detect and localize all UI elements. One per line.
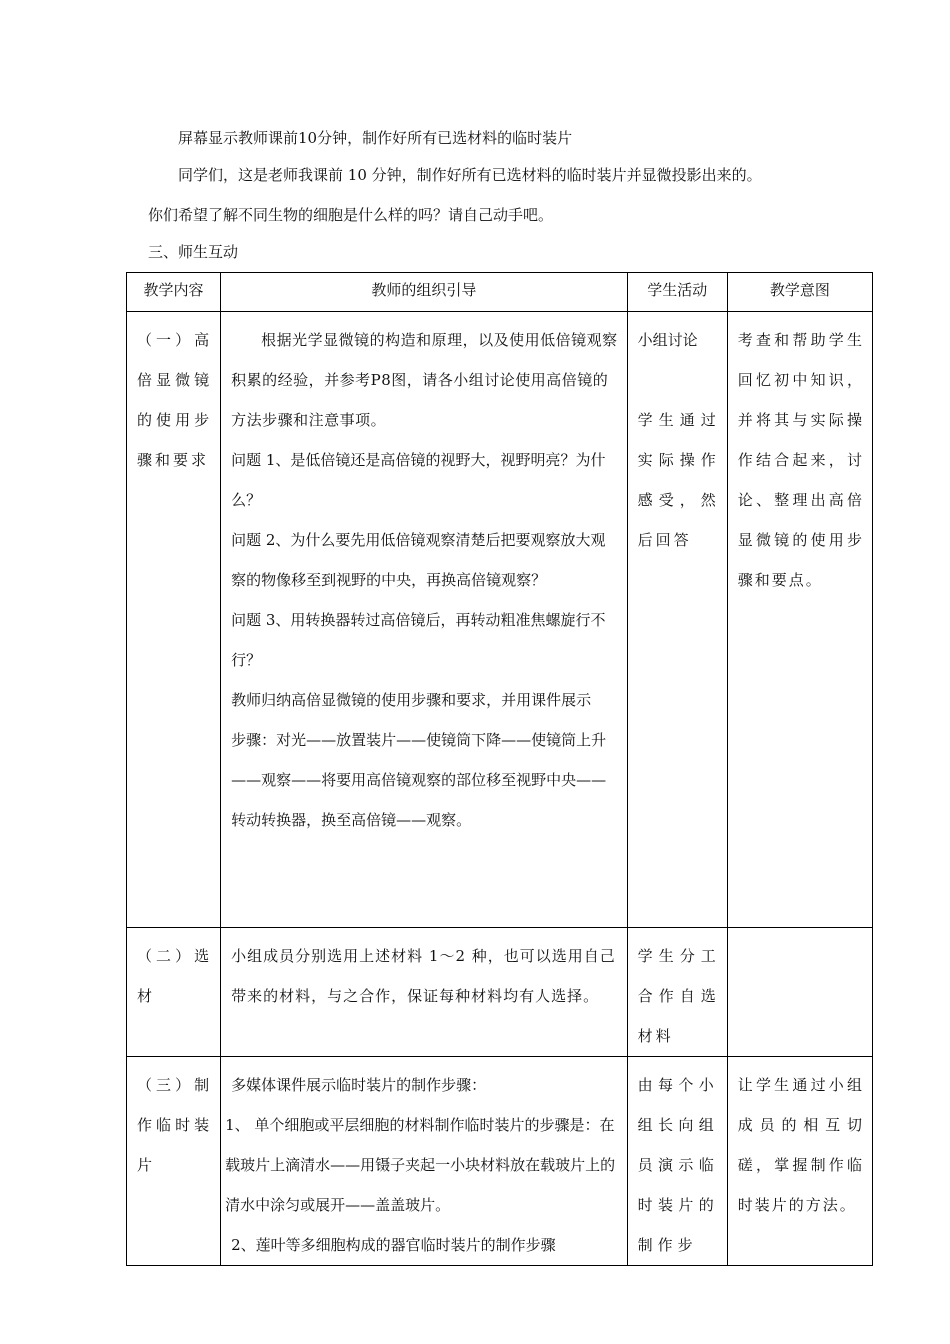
- lesson-table: [126, 272, 873, 1266]
- header-intent: 教学意图: [727, 273, 872, 312]
- row3-student: [627, 1057, 727, 1266]
- row1-student-discuss: 小组讨论: [637, 331, 698, 349]
- table-row: [127, 312, 873, 928]
- row3-teacher-line-2: 1、 单个细胞或平层细胞的材料制作临时装片的步骤是：在载玻片上滴清水——用镊子夹起一小块材料放在载玻片上的清水中涂匀或展开——盖盖玻片。: [225, 1116, 616, 1214]
- row1-teacher-intro: 根据光学显微镜的构造和原理，以及使用低倍镜观察积累的经验，并参考P8图，请各小组讨论使用高倍镜的方法步骤和注意事项。: [231, 331, 618, 429]
- intro-paragraph-2: 同学们，这是老师我课前 10 分钟，制作好所有已选材料的临时装片并显微投影出来的。: [178, 166, 762, 184]
- row2-teacher-text: 小组成员分别选用上述材料 1～2 种，也可以选用自己带来的材料，与之合作，保证每种材料均有人选择。: [231, 947, 616, 1005]
- row3-intent: [727, 1057, 872, 1266]
- row2-student: [627, 928, 727, 1057]
- row1-summary: 教师归纳高倍显微镜的使用步骤和要求，并用课件展示: [231, 691, 592, 709]
- intro-paragraph-1: 屏幕显示教师课前10分钟，制作好所有已选材料的临时装片: [178, 129, 573, 147]
- header-student: 学生活动: [627, 273, 727, 312]
- row1-content-text: （一）高倍显微镜的使用步骤和要求: [137, 331, 213, 469]
- row3-teacher: [221, 1057, 628, 1266]
- row1-question-3: 问题 3、用转换器转过高倍镜后，再转动粗准焦螺旋行不行？: [231, 611, 606, 669]
- row3-intent-text: 让学生通过小组成员的相互切磋，掌握制作临时装片的方法。: [737, 1076, 864, 1214]
- row1-student-activity: 学生通过实际操作感受，然后回答: [637, 411, 719, 549]
- table-header-row: [127, 273, 873, 312]
- header-teacher: 教师的组织引导: [221, 273, 628, 312]
- row1-steps: 步骤：对光——放置装片——使镜筒下降——使镜筒上升——观察——将要用高倍镜观察的部位移至视野中央——转动转换器，换至高倍镜——观察。: [231, 731, 607, 829]
- row1-content: [127, 312, 221, 928]
- header-content: 教学内容: [127, 273, 221, 312]
- row2-intent-text: [728, 928, 872, 936]
- row3-teacher-line-1: 多媒体课件展示临时装片的制作步骤：: [231, 1076, 487, 1094]
- row1-question-1: 问题 1、是低倍镜还是高倍镜的视野大，视野明亮？为什么？: [231, 451, 606, 509]
- row1-intent-text: 考查和帮助学生回忆初中知识，并将其与实际操作结合起来，讨论、整理出高倍显微镜的使用步骤和要点。: [737, 331, 864, 589]
- row3-content: [127, 1057, 221, 1266]
- row3-content-text: （三）制作临时装片: [137, 1076, 213, 1174]
- row1-student: [627, 312, 727, 928]
- row2-student-text: 学生分工合作自选材料: [637, 947, 719, 1045]
- row1-question-2: 问题 2、为什么要先用低倍镜观察清楚后把要观察放大观察的物像移至到视野的中央，再换高倍镜观察？: [231, 531, 606, 589]
- row2-intent: [727, 928, 872, 1057]
- table-row: [127, 1057, 873, 1266]
- row2-content: [127, 928, 221, 1057]
- intro-paragraph-3: 你们希望了解不同生物的细胞是什么样的吗？请自己动手吧。: [148, 206, 554, 224]
- row2-teacher: [221, 928, 628, 1057]
- row1-teacher: [221, 312, 628, 928]
- row1-intent: [727, 312, 872, 928]
- row3-teacher-line-3: 2、莲叶等多细胞构成的器官临时装片的制作步骤: [231, 1236, 556, 1254]
- row2-content-text: （二）选材: [137, 947, 213, 1005]
- section-heading: 三、师生互动: [148, 243, 239, 261]
- table-row: [127, 928, 873, 1057]
- row3-student-text: 由每个小组长向组员演示临时装片的制作步: [637, 1076, 719, 1254]
